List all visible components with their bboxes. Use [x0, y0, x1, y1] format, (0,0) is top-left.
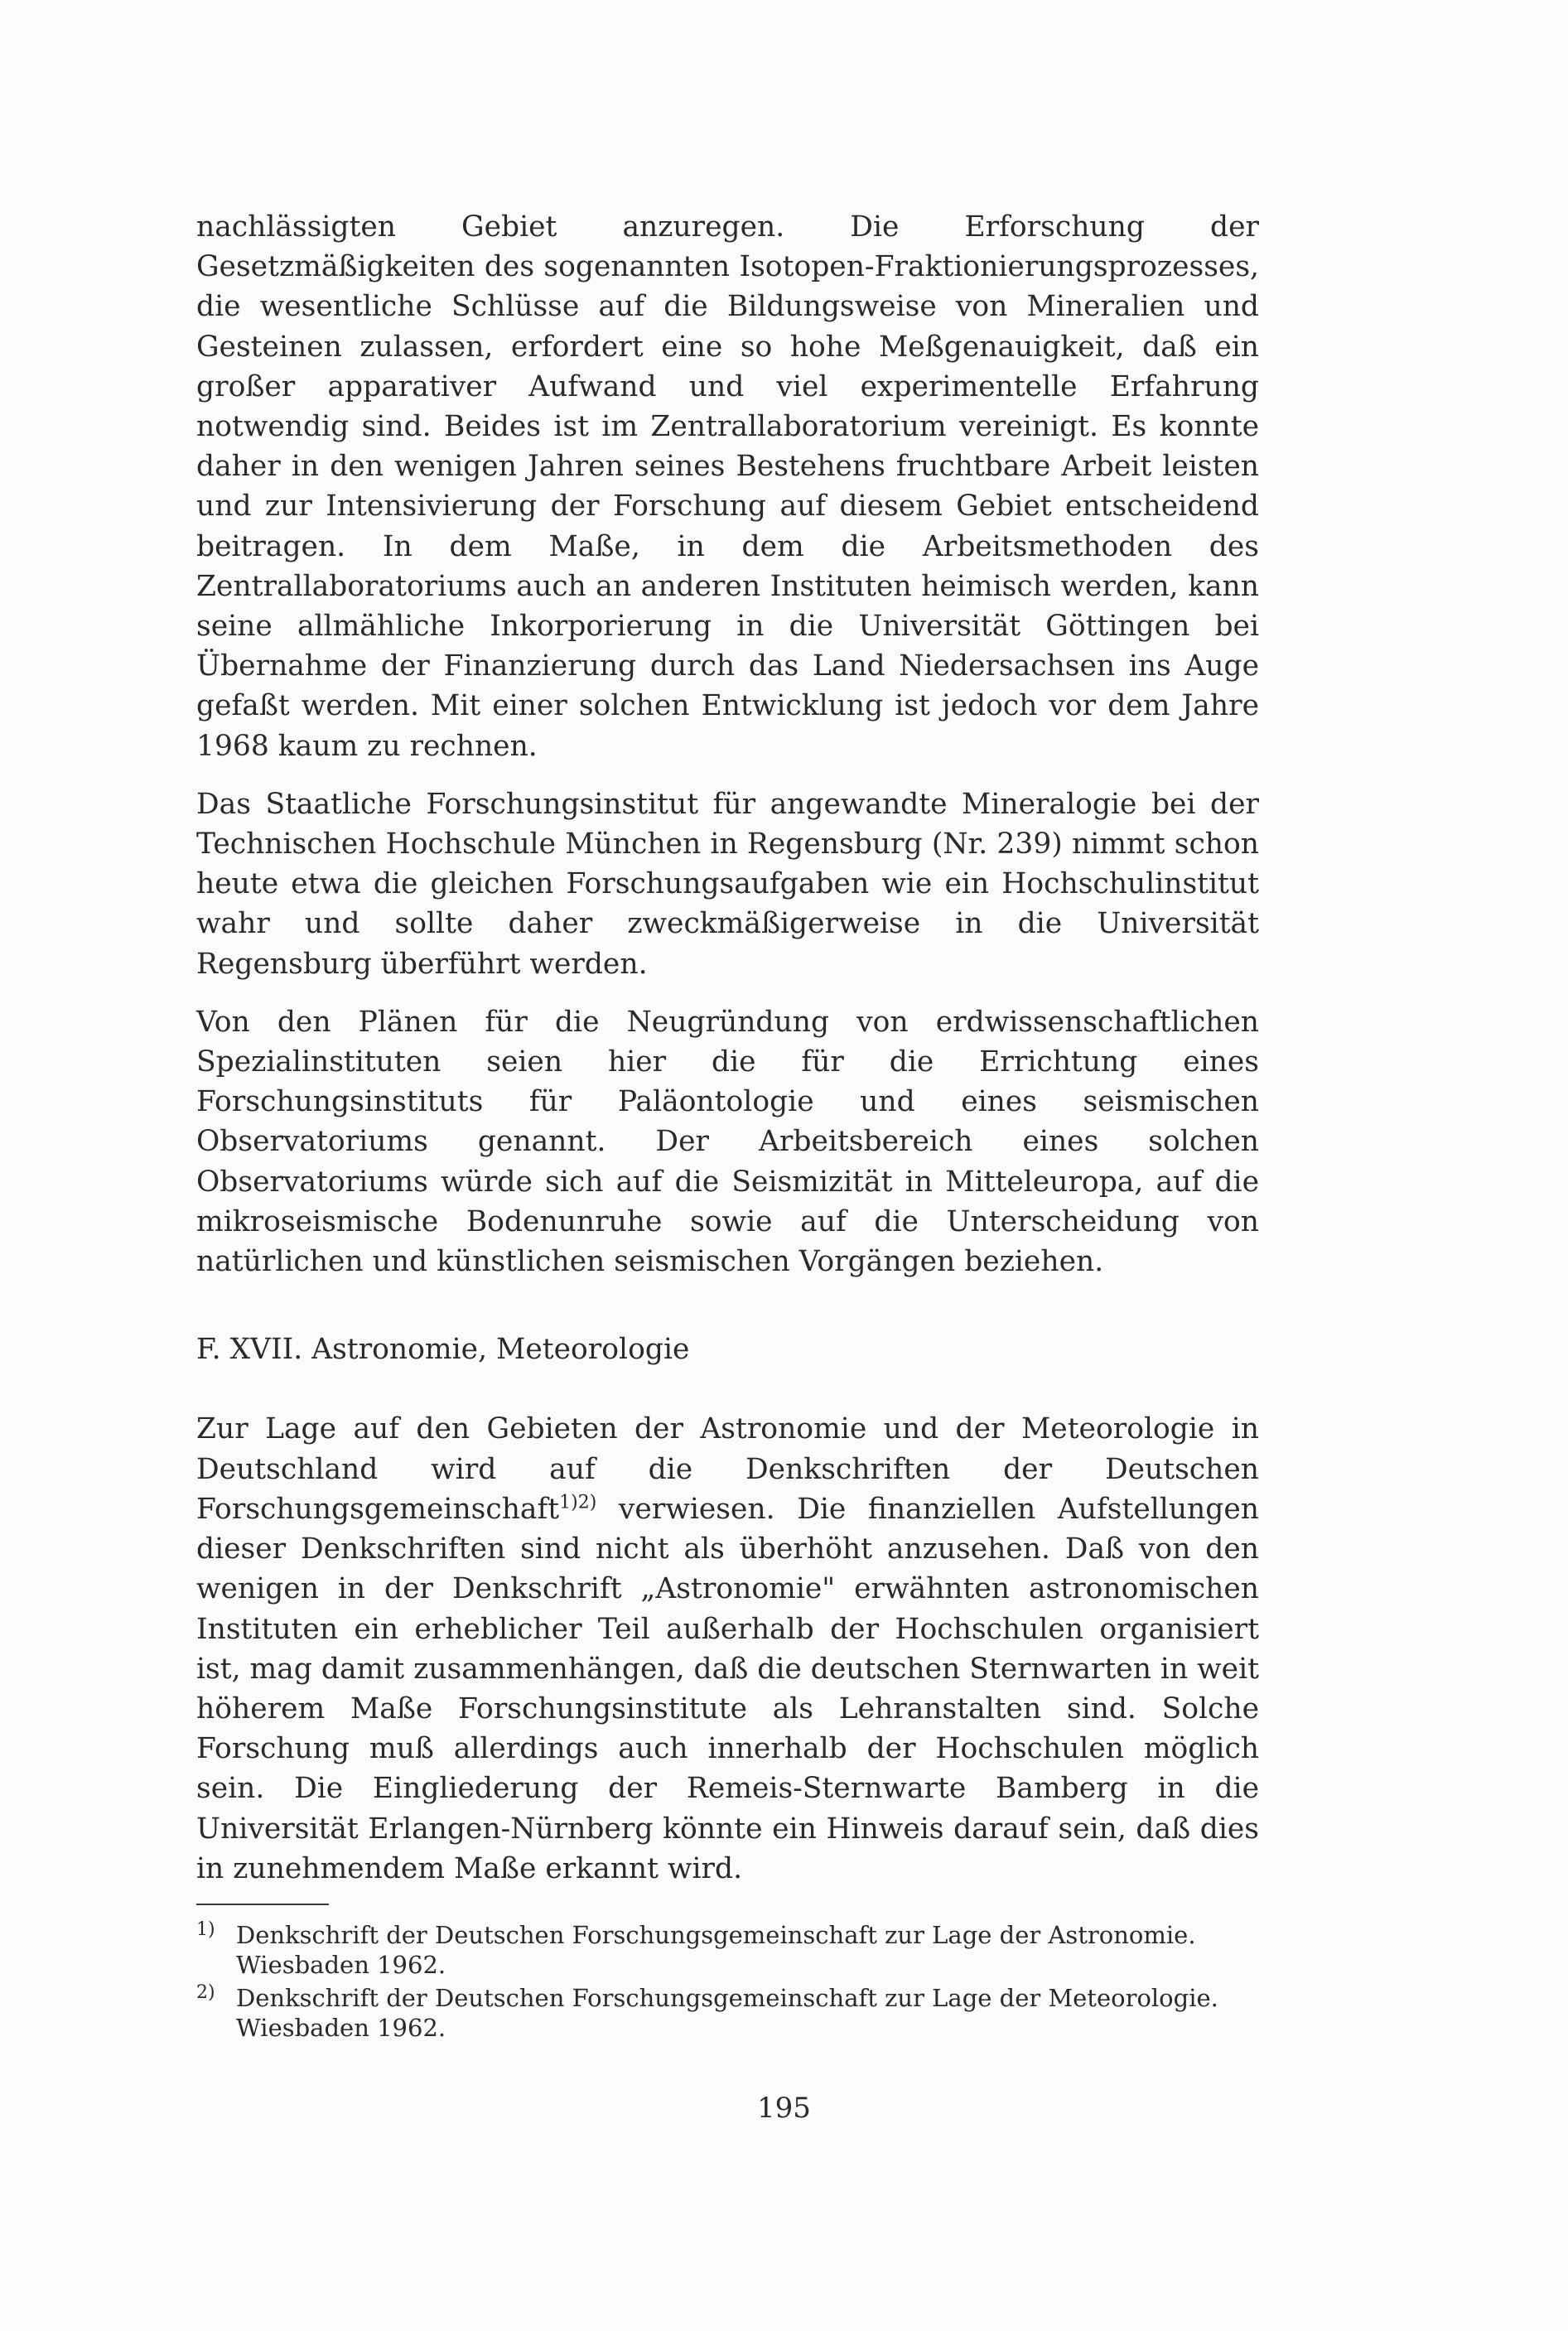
footnote-1: [196, 1920, 1259, 1980]
paragraph-4-lead: Zur Lage auf den Gebieten der Astronomie und der Meteorologie in Deutschland wird auf die Denkschriften der Deutschen Forschungsgemeinschaft: [196, 1412, 1259, 1526]
page-number: 195: [757, 2092, 811, 2125]
footnote-2: [196, 1983, 1259, 2043]
footnote-2-text: Denkschrift der Deutschen Forschungsgemeinschaft zur Lage der Meteorologie. Wiesbaden 1962.: [236, 1983, 1218, 2042]
section-heading: F. XVII. Astronomie, Meteorologie: [196, 1333, 690, 1367]
paragraph-1: nachlässigten Gebiet anzuregen. Die Erforschung der Gesetzmäßigkeiten des sogenannten Isotopen-Fraktionierungsprozesses, die wesentliche Schlüsse auf die Bildungsweise von Mineralien und Gesteinen zulassen, erfordert eine so hohe Meßgenauigkeit, daß ein großer apparativer Aufwand und viel experimentelle Erfahrung notwendig sind. Beides ist im Zentrallaboratorium vereinigt. Es konnte daher in den wenigen Jahren seines Bestehens fruchtbare Arbeit leisten und zur Intensivierung der Forschung auf diesem Gebiet entscheidend beitragen. In dem Maße, in dem die Arbeitsmethoden des Zentrallaboratoriums auch an anderen Instituten heimisch werden, kann seine allmähliche Inkorporierung in die Universität Göttingen bei Übernahme der Finanzierung durch das Land Niedersachsen ins Auge gefaßt werden. Mit einer solchen Entwicklung ist jedoch vor dem Jahre 1968 kaum zu rechnen.: [196, 210, 1259, 763]
footnote-ref-2: 2): [577, 1492, 597, 1513]
paragraph-2: Das Staatliche Forschungsinstitut für angewandte Mineralogie bei der Technischen Hochschule München in Regensburg (Nr. 239) nimmt schon heute etwa die gleichen Forschungsaufgaben wie ein Hochschulinstitut wahr und sollte daher zweckmäßigerweise in die Universität Regensburg überführt werden.: [196, 787, 1259, 981]
paragraph-4: [196, 1409, 1259, 1888]
footnotes: [196, 1920, 1259, 2043]
footnote-1-text: Denkschrift der Deutschen Forschungsgemeinschaft zur Lage der Astronomie. Wiesbaden 1962.: [236, 1920, 1196, 1979]
body-text: [196, 207, 1259, 2046]
footnote-1-mark: 1): [196, 1918, 215, 1940]
footnote-divider: [196, 1904, 329, 1905]
footnote-ref-1: 1): [559, 1492, 578, 1513]
footnote-2-mark: 2): [196, 1981, 215, 2003]
paragraph-3: Von den Plänen für die Neugründung von erdwissenschaftlichen Spezialinstituten seien hier die für die Errichtung eines Forschungsinstituts für Paläontologie und eines seismischen Observatoriums genannt. Der Arbeitsbereich eines solchen Observatoriums würde sich auf die Seismizität in Mitteleuropa, auf die mikroseismische Bodenunruhe sowie auf die Unterscheidung von natürlichen und künstlichen seismischen Vorgängen beziehen.: [196, 1005, 1259, 1279]
paragraph-4-rest: verwiesen. Die finanziellen Aufstellungen dieser Denkschriften sind nicht als überhöht anzusehen. Daß von den wenigen in der Denkschrift „Astronomie" erwähnten astronomischen Instituten ein erheblicher Teil außerhalb der Hochschulen organisiert ist, mag damit zusammenhängen, daß die deutschen Sternwarten in weit höherem Maße Forschungsinstitute als Lehranstalten sind. Solche Forschung muß allerdings auch innerhalb der Hochschulen möglich sein. Die Eingliederung der Remeis-Sternwarte Bamberg in die Universität Erlangen-Nürnberg könnte ein Hinweis darauf sein, daß dies in zunehmendem Maße erkannt wird.: [196, 1492, 1259, 1885]
